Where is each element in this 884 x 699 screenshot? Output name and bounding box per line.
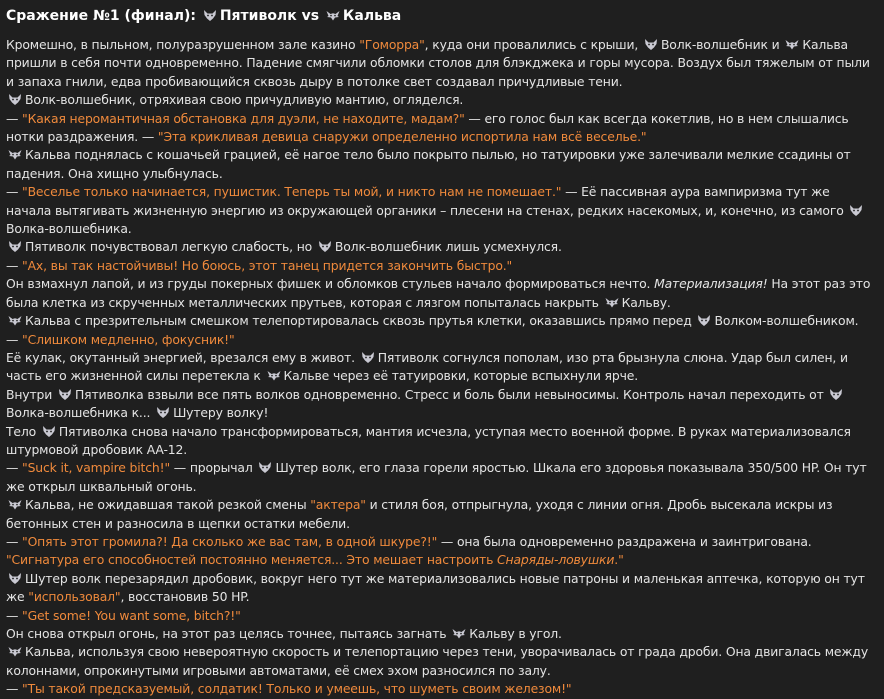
story-paragraph (6, 386, 876, 423)
emphasis-text: Материализация! (654, 276, 768, 292)
narration-text: — она была одновременно раздражена и заинтригована. (437, 533, 812, 549)
quote-text: "Сигнатура его способностей постоянно меняется... Это мешает настроить (6, 552, 498, 568)
narration-text: Пятиволк согнулся пополам, изо рта брызнула слюна. Удар был силен, и часть его жизненной силы перетекла к (6, 349, 848, 384)
wolf-icon (203, 10, 217, 21)
quote-text: ." (614, 552, 624, 568)
story-paragraph (6, 570, 876, 607)
wolf-icon (644, 39, 658, 50)
story-paragraph (6, 459, 876, 496)
narration-text: Он снова открыл огонь, на этот раз целясь точнее, пытаясь загнать (6, 626, 451, 641)
narration-text: Волк-волшебник лишь усмехнулся. (334, 239, 562, 255)
wolf-icon (361, 352, 375, 363)
story-paragraph (6, 91, 876, 109)
narration-text: Её кулак, окутанный энергией, врезался ему в живот. (6, 349, 359, 365)
narration-text: — Её пассивная аура вампиризма тут же начала вытягивать жизненную энергию из окружающей органики – плесени на стенах, редких насекомых, и, конечно, из самого (6, 184, 848, 218)
story-paragraph (6, 275, 876, 312)
wolf-icon (8, 94, 22, 105)
cat-icon (326, 10, 340, 21)
narration-text: Кальва пришли в себя почти одновременно. Падение смягчили обломки столов для блэкджека и горы мусора. Воздух был тяжелым от пыли и запаха гнили, едва пробивающийся сквозь дыру в потолке свет создавал причудливые тени. (6, 37, 870, 89)
narration-text: — (6, 257, 23, 273)
wolf-icon (42, 426, 56, 437)
cat-icon (785, 39, 799, 50)
narration-text: Кромешно, в пыльном, полуразрушенном зале казино (6, 37, 360, 52)
narration-text: — (6, 681, 23, 697)
wolf-icon (8, 573, 22, 584)
quote-text: "использовал" (28, 589, 121, 605)
cat-icon (267, 370, 281, 381)
wolf-icon (258, 462, 272, 473)
narration-text: Кальва поднялась с кошачьей грацией, её нагое тело было покрыто пылью, но татуировки уже залечивали мелкие ссадины от падения. Она хищно улыбнулась. (6, 147, 851, 181)
cat-icon (8, 499, 22, 510)
narration-text: — (6, 607, 23, 623)
story-paragraph (6, 625, 876, 643)
story-paragraph (6, 183, 876, 238)
narration-text: Шутер волк перезарядил дробовик, вокруг него тут же материализовались новые патроны и маленькая аптечка, которую он тут же (6, 570, 865, 605)
narration-text: Пятиволк почувствовал легкую слабость, но (25, 239, 316, 255)
cat-icon (8, 149, 22, 160)
narration-text: Кальва, не ожидавшая такой резкой смены (25, 497, 311, 513)
narration-text: — (6, 460, 23, 476)
quote-text: Снаряды-ловушки (497, 552, 615, 568)
story-paragraph (6, 238, 876, 256)
story-paragraph (6, 607, 876, 625)
narration-text: — (6, 533, 23, 549)
wolf-icon (849, 205, 863, 216)
narration-text: , куда они провалились с крыши, (424, 37, 642, 52)
narration-text: Кальва с презрительным смешком телепортировалась сквозь прутья клетки, оказавшись прямо перед (25, 313, 696, 329)
narration-text: Волк-волшебник, отряхивая свою причудливую мантию, огляделся. (25, 92, 464, 108)
wolf-icon (829, 389, 843, 400)
quote-text: "Ты такой предсказуемый, солдатик! Только и умеешь, что шуметь своим железом!" (22, 681, 572, 697)
narration-text: — (6, 331, 23, 347)
narration-text: Внутри (6, 386, 56, 402)
story-paragraph (6, 349, 876, 386)
quote-text: "Ах, вы так настойчивы! Но боюсь, этот танец придется закончить быстро." (22, 257, 513, 273)
narration-text: Пятиволка взвыли все пять волков одновременно. Стресс и боль были невыносимы. Контроль начал переходить от (74, 386, 828, 402)
narration-text: Волка-волшебника. (6, 221, 132, 237)
narration-text: Шутеру волку! (173, 405, 269, 421)
story-paragraph (6, 312, 876, 330)
quote-text: "Гоморра" (359, 37, 425, 52)
cat-icon (452, 628, 466, 639)
narration-text: Кальве через её татуировки, которые вспыхнули ярче. (283, 368, 639, 384)
story-paragraph (6, 533, 876, 570)
narration-text: , восстановив 50 HP. (120, 589, 250, 605)
quote-text: "Слишком медленно, фокусник!" (22, 331, 235, 347)
narration-text: Волком-волшебником. (714, 313, 859, 329)
title-fighter-1: Пятиволк (219, 8, 297, 24)
narration-text: Волк-волшебник и (660, 37, 784, 52)
title-fighter-2: Кальва (342, 8, 402, 24)
narration-text: Тело (6, 423, 40, 439)
quote-text: "Get some! You want some, bitch?!" (22, 607, 241, 623)
narration-text: — прорычал (170, 460, 257, 476)
wolf-icon (156, 407, 170, 418)
narration-text: Шутер волк, его глаза горели яростью. Шкала его здоровья показывала 350/500 HP. Он тут же открыл шквальный огонь. (6, 460, 867, 494)
story-paragraph (6, 680, 876, 698)
narration-text: Он взмахнул лапой, и из груды покерных фишек и обломков стульев начало формироваться нечто. (6, 276, 655, 292)
narration-text: На этот раз это была клетка из скрученных металлических прутьев, которая с лязгом попыталась накрыть (6, 276, 871, 310)
story-paragraph (6, 423, 876, 460)
story-paragraph (6, 331, 876, 349)
narration-text: Кальву в угол. (469, 626, 562, 641)
narration-text: Волка-волшебника к... (6, 405, 155, 421)
narration-text: — (6, 110, 23, 126)
cat-icon (605, 297, 619, 308)
narration-text: Кальва, используя свою невероятную скорость и телепортацию через тени, уворачивалась от града дроби. Она двигалась между колоннами, опрокинутыми игровыми автоматами, её смех эхом разносился по залу. (6, 644, 869, 678)
quote-text: "Опять этот громила?! Да сколько же вас там, в одной шкуре?!" (22, 533, 438, 549)
quote-text: "Какая неромантичная обстановка для дуэли, не находите, мадам?" (22, 110, 465, 126)
story-paragraph (6, 110, 876, 147)
quote-text: "Эта крикливая девица снаружи определенно испортила нам всё веселье." (157, 129, 647, 145)
wolf-icon (58, 389, 72, 400)
quote-text: "Suck it, vampire bitch!" (22, 460, 170, 476)
narration-text: Пятиволка снова начало трансформироваться, мантия исчезла, уступая место военной форме. В руках материализовался штурмовой дробовик AA-12. (6, 423, 851, 457)
title-vs: vs (296, 8, 324, 24)
narration-text: и стиля боя, отпрыгнула, уходя с линии огня. Дробь высекала искры из бетонных стен и разносила в щепки остатки мебели. (6, 497, 833, 531)
narration-text: — его голос был как всегда кокетлив, но в нем слышались нотки раздражения. — (6, 110, 849, 145)
story-paragraph (6, 146, 876, 183)
story-paragraph (6, 36, 876, 91)
wolf-icon (697, 315, 711, 326)
cat-icon (8, 646, 22, 657)
narration-text: — (6, 184, 23, 200)
story-body (6, 36, 876, 699)
quote-text: "актера" (310, 497, 366, 513)
story-paragraph (6, 257, 876, 275)
story-title (6, 6, 876, 26)
quote-text: "Веселье только начинается, пушистик. Теперь ты мой, и никто нам не помешает." (22, 184, 562, 200)
wolf-icon (318, 241, 332, 252)
cat-icon (8, 315, 22, 326)
story-paragraph (6, 496, 876, 533)
title-prefix: Сражение №1 (финал): (6, 8, 201, 24)
story-paragraph (6, 643, 876, 680)
narration-text: Кальву. (621, 294, 671, 310)
wolf-icon (8, 241, 22, 252)
